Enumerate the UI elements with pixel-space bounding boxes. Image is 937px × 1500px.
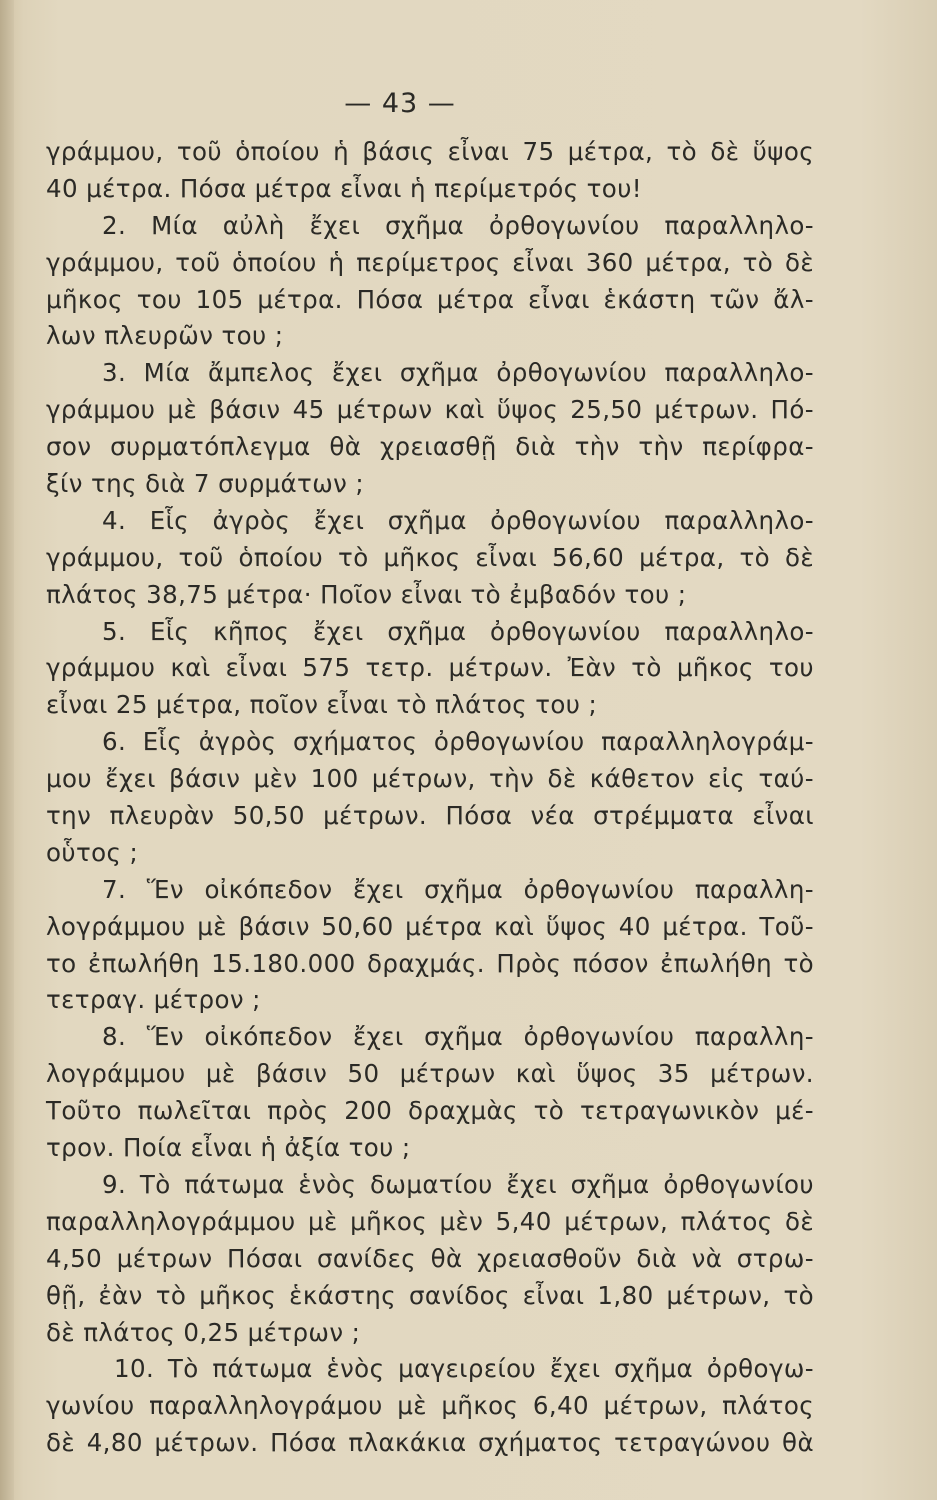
page-binding-edge [0, 0, 14, 1500]
text-line: παραλληλογράμμου μὲ μῆκος μὲν 5,40 μέτρων, πλάτος δὲ [46, 1206, 814, 1236]
text-line: Τοῦτο πωλεῖται πρὸς 200 δραχμὰς τὸ τετραγωνικὸν μέ- [46, 1096, 814, 1126]
body-text [46, 134, 814, 1462]
text-line: τρον. Ποία εἶναι ἡ ἀξία του ; [46, 1133, 411, 1163]
text-line: οὗτος ; [46, 837, 139, 867]
text-line: γράμμου, τοῦ ὁποίου ἡ περίμετρος εἶναι 360 μέτρα, τὸ δὲ [46, 247, 814, 277]
text-line: 8. Ἕν οἰκόπεδον ἔχει σχῆμα ὀρθογωνίου παραλλη- [102, 1022, 814, 1052]
text-line: θῇ, ἐὰν τὸ μῆκος ἑκάστης σανίδος εἶναι 1,80 μέτρων, τὸ [46, 1280, 814, 1310]
text-line: 4,50 μέτρων Πόσαι σανίδες θὰ χρειασθοῦν διὰ νὰ στρω- [46, 1243, 814, 1273]
text-line: τετραγ. μέτρον ; [46, 985, 261, 1015]
text-line: 6. Εἷς ἀγρὸς σχήματος ὀρθογωνίου παραλληλογράμ- [102, 727, 814, 757]
text-line: 10. Τὸ πάτωμα ἑνὸς μαγειρείου ἔχει σχῆμα ὀρθογω- [114, 1354, 814, 1384]
text-line: 9. Τὸ πάτωμα ἑνὸς δωματίου ἔχει σχῆμα ὀρθογωνίου [102, 1169, 814, 1199]
text-line: 4. Εἷς ἀγρὸς ἔχει σχῆμα ὀρθογωνίου παραλληλο- [102, 505, 814, 535]
text-line: σον συρματόπλεγμα θὰ χρειασθῇ διὰ τὴν τὴν περίφρα- [46, 432, 814, 462]
text-line: μῆκος του 105 μέτρα. Πόσα μέτρα εἶναι ἑκάστη τῶν ἄλ- [46, 284, 814, 314]
text-line: την πλευρὰν 50,50 μέτρων. Πόσα νέα στρέμματα εἶναι [46, 801, 814, 831]
text-line: γράμμου, τοῦ ὁποίου ἡ βάσις εἶναι 75 μέτρα, τὸ δὲ ὕψος [46, 137, 814, 166]
text-line: γωνίου παραλληλογράμου μὲ μῆκος 6,40 μέτρων, πλάτος [46, 1391, 814, 1421]
text-line: λογράμμου μὲ βάσιν 50,60 μέτρα καὶ ὕψος 40 μέτρα. Τοῦ- [46, 911, 814, 941]
text-line: μου ἔχει βάσιν μὲν 100 μέτρων, τὴν δὲ κάθετον εἰς ταύ- [46, 764, 814, 794]
text-line: εἶναι 25 μέτρα, ποῖον εἶναι τὸ πλάτος του ; [46, 690, 598, 720]
text-line: λων πλευρῶν του ; [46, 321, 284, 351]
text-line: το ἐπωλήθη 15.180.000 δραχμάς. Πρὸς πόσον ἐπωλήθη τὸ [46, 948, 814, 978]
page-number: — 43 — [344, 88, 456, 119]
text-line: 7. Ἕν οἰκόπεδον ἔχει σχῆμα ὀρθογωνίου παραλλη- [102, 874, 814, 904]
text-line: 40 μέτρα. Πόσα μέτρα εἶναι ἡ περίμετρός του! [46, 173, 642, 203]
text-line: γράμμου καὶ εἶναι 575 τετρ. μέτρων. Ἐὰν τὸ μῆκος του [46, 653, 814, 683]
text-line: 2. Μία αὐλὴ ἔχει σχῆμα ὀρθογωνίου παραλληλο- [102, 210, 814, 240]
text-line: γράμμου, τοῦ ὁποίου τὸ μῆκος εἶναι 56,60 μέτρα, τὸ δὲ [46, 542, 814, 572]
text-line: δὲ πλάτος 0,25 μέτρων ; [46, 1317, 361, 1347]
text-line: δὲ 4,80 μέτρων. Πόσα πλακάκια σχήματος τετραγώνου θὰ [46, 1428, 814, 1458]
text-line: πλάτος 38,75 μέτρα· Ποῖον εἶναι τὸ ἐμβαδόν του ; [46, 579, 687, 609]
text-line: 3. Μία ἄμπελος ἔχει σχῆμα ὀρθογωνίου παραλληλο- [102, 358, 814, 388]
text-line: 5. Εἷς κῆπος ἔχει σχῆμα ὀρθογωνίου παραλληλο- [102, 616, 814, 646]
text-line: γράμμου μὲ βάσιν 45 μέτρων καὶ ὕψος 25,50 μέτρων. Πό- [46, 395, 814, 425]
text-line: λογράμμου μὲ βάσιν 50 μέτρων καὶ ὕψος 35 μέτρων. [46, 1059, 814, 1089]
text-line: ξίν της διὰ 7 συρμάτων ; [46, 469, 365, 499]
